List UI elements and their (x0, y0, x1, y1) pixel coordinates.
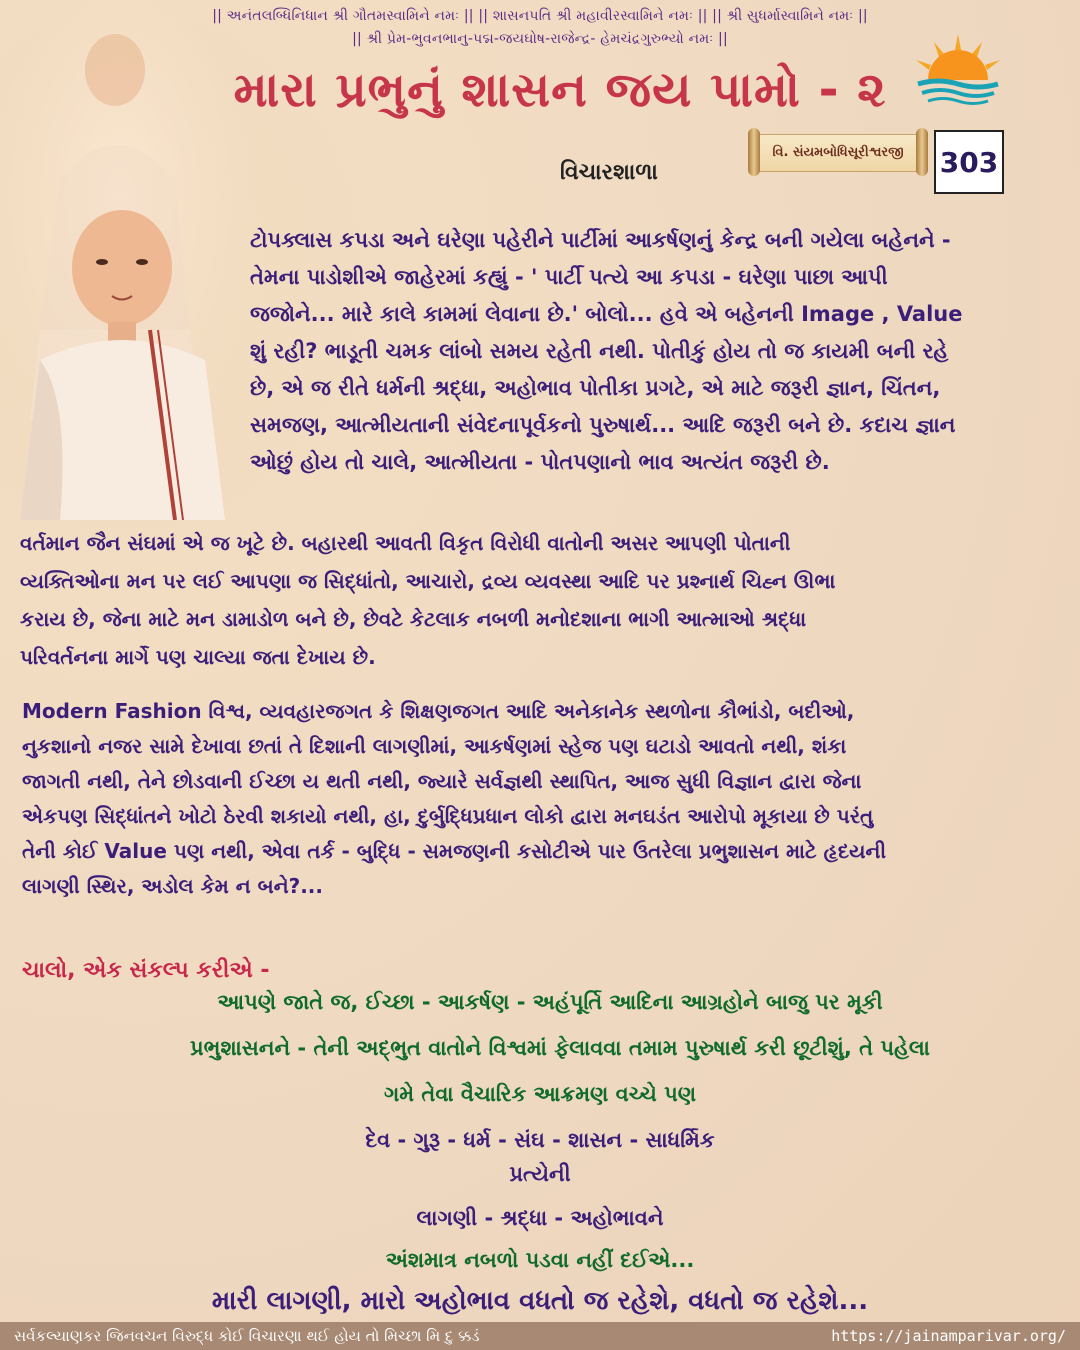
resolve-line-7: અંશમાત્ર નબળો પડવા નહીં દઈએ... (385, 1248, 695, 1272)
issue-number: 303 (934, 130, 1004, 194)
paragraph-2-line: પરિવર્તનના માર્ગે પણ ચાલ્યા જતા દેખાય છે. (20, 645, 376, 669)
paragraph-3-line: તેની કોઈ Value પણ નથી, એવા તર્ક - બુદ્ધિ - સમજણની કસોટીએ પાર ઉતરેલા પ્રભુશાસન માટે હૃદયની (22, 839, 887, 863)
resolve-line-4: દેવ - ગુરૂ - ધર્મ - સંઘ - શાસન - સાધર્મિક (365, 1128, 715, 1152)
paragraph-3-line: Modern Fashion વિશ્વ, વ્યવહારજગત કે શિક્ષણજગત આદિ અનેકાનેક સ્થળોના કૌભાંડો, બદીઓ, (22, 699, 855, 723)
author-name: વિ. સંયમબોધિસૂરીશ્વરજી (772, 144, 904, 160)
invocation-line-2: || શ્રી પ્રેમ-ભુવનભાનુ-પદ્મ-જયઘોષ-રાજેન્દ્ર- હેમચંદ્રગુરુભ્યો નમઃ || (352, 31, 728, 47)
resolve-line-6: લાગણી - શ્રદ્ધા - અહોભાવને (416, 1206, 664, 1230)
resolve-line-5: પ્રત્યેની (509, 1162, 571, 1186)
paragraph-2-line: કરાય છે, જેના માટે મન ડામાડોળ બને છે, છેવટે કેટલાક નબળી મનોદશાના ભાગી આત્માઓ શ્રદ્ધા (20, 607, 807, 631)
paragraph-3 (22, 694, 1066, 904)
paragraph-2-line: વર્તમાન જૈન સંઘમાં એ જ ખૂટે છે. બહારથી આવતી વિકૃત વિરોધી વાતોની અસર આપણી પોતાની (20, 531, 791, 555)
resolve-line-2: પ્રભુશાસનને - તેની અદ્ભુત વાતોને વિશ્વમાં ફેલાવવા તમામ પુરુષાર્થ કરી છૂટીશું, તે પહેલા (190, 1036, 930, 1060)
paragraph-1-line: ટોપક્લાસ કપડા અને ઘરેણા પહેરીને પાર્ટીમાં આકર્ષણનું કેન્દ્ર બની ગયેલા બહેનને - (250, 228, 951, 252)
paragraph-2 (20, 524, 1065, 676)
paragraph-1-line: શું રહી? ભાડૂતી ચમક લાંબો સમય રહેતી નથી. પોતીકું હોય તો જ કાયમી બની રહે (250, 339, 949, 363)
invocation-line-1: || અનંતલબ્ધિનિધાન શ્રી ગૌતમસ્વામિને નમઃ || || શાસનપતિ શ્રી મહાવીરસ્વામિને નમઃ || || શ્રી સુધર્માસ્વામિને નમઃ || (212, 8, 868, 24)
main-title: મારા પ્રભુનું શાસન જય પામો - ૨ (233, 62, 887, 118)
section-title: વિચારશાળા (560, 160, 658, 185)
resolve-line-1: આપણે જાતે જ, ઈચ્છા - આકર્ષણ - અહંપૂર્તિ આદિના આગ્રહોને બાજુ પર મૂકી (217, 990, 883, 1014)
paragraph-1-line: સમજણ, આત્મીયતાની સંવેદનાપૂર્વકનો પુરુષાર્થ... આદિ જરૂરી બને છે. કદાચ જ્ઞાન (250, 413, 956, 437)
paragraph-1-line: તેમના પાડોશીએ જાહેરમાં કહ્યું - ' પાર્ટી પત્યે આ કપડા - ઘરેણા પાછા આપી (250, 265, 888, 289)
paragraph-3-line: નુકશાનો નજર સામે દેખાવા છતાં તે દિશાની લાગણીમાં, આકર્ષણમાં સ્હેજ પણ ઘટાડો આવતો નથી, શંકા (22, 734, 847, 758)
paragraph-1 (250, 222, 1060, 481)
paragraph-3-line: જાગતી નથી, તેને છોડવાની ઈચ્છા ય થતી નથી, જ્યારે સર્વજ્ઞથી સ્થાપિત, આજ સુધી વિજ્ઞાન દ્વારા જેના (22, 769, 862, 793)
paragraph-3-line: એકપણ સિદ્ધાંતને ખોટો ઠેરવી શકાયો નથી, હા, દુર્બુદ્ધિપ્રધાન લોકો દ્વારા મનઘડંત આરોપો મૂકાયા છે પરંતુ (22, 804, 874, 828)
sunrise-logo-icon (912, 34, 1004, 106)
footer-bar (0, 1322, 1080, 1350)
paragraph-1-line: છે, એ જ રીતે ધર્મની શ્રદ્ધા, અહોભાવ પોતીકા પ્રગટે, એ માટે જરૂરી જ્ઞાન, ચિંતન, (250, 376, 941, 400)
paragraph-2-line: વ્યક્તિઓના મન પર લઈ આપણા જ સિદ્ધાંતો, આચારો, દ્રવ્ય વ્યવસ્થા આદિ પર પ્રશ્નાર્થ ચિહ્ન ઊભા (20, 569, 836, 593)
paragraph-1-line: જજોને... મારે કાલે કામમાં લેવાના છે.' બોલો... હવે એ બહેનની Image , Value (250, 302, 963, 326)
footer-disclaimer: સર્વકલ્યાણકર જિનવચન વિરુદ્ધ કોઈ વિચારણા થઈ હોય તો મિચ્છા મિ દુ ક્કડં (14, 1327, 480, 1345)
paragraph-3-line: લાગણી સ્થિર, અડોલ કેમ ન બને?... (22, 874, 323, 898)
paragraph-1-line: ઓછું હોય તો ચાલે, આત્મીયતા - પોતપણાનો ભાવ અત્યંત જરૂરી છે. (250, 450, 830, 474)
resolve-heading: ચાલો, એક સંકલ્પ કરીએ - (22, 958, 270, 983)
resolve-line-3: ગમે તેવા વૈચારિક આક્રમણ વચ્ચે પણ (383, 1082, 697, 1106)
finale-line: મારી લાગણી, મારો અહોભાવ વધતો જ રહેશે, વધતો જ રહેશે... (211, 1286, 869, 1316)
author-scroll (748, 128, 928, 176)
footer-url-link[interactable]: https://jainamparivar.org/ (831, 1327, 1066, 1345)
